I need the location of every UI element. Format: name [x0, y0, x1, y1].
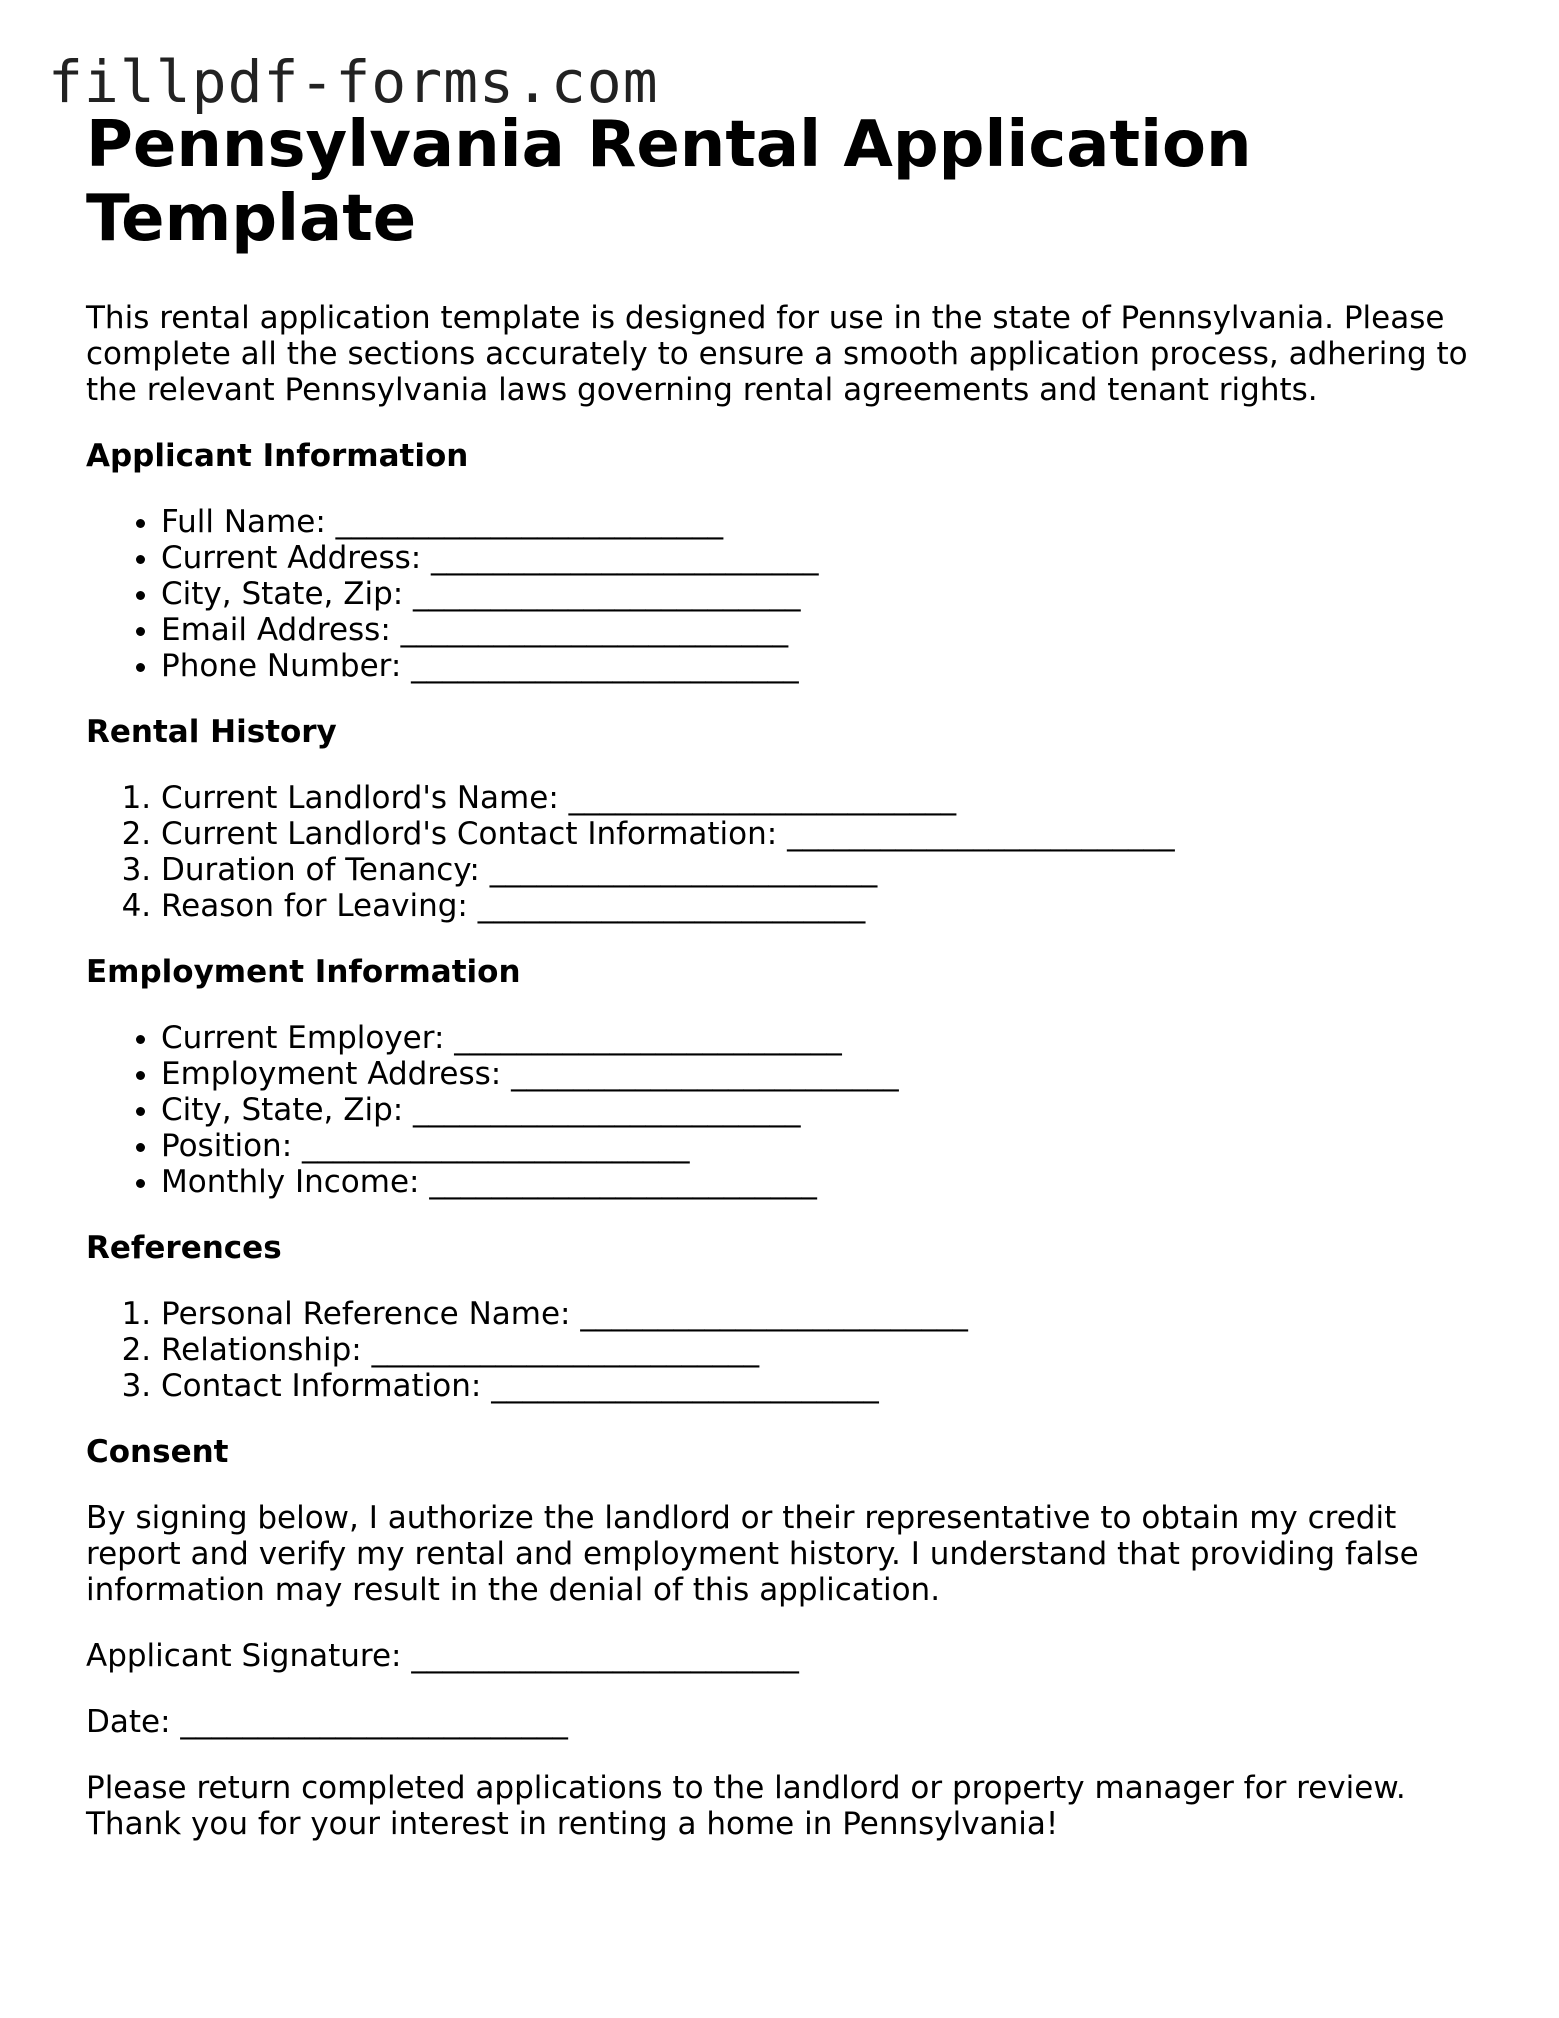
landlord-contact-field: 2. Current Landlord's Contact Information: _________________________ — [161, 816, 1486, 852]
city-state-zip-field: • City, State, Zip: _________________________ — [161, 576, 1486, 612]
email-address-field: • Email Address: _________________________ — [161, 612, 1486, 648]
reason-for-leaving-field: 4. Reason for Leaving: _________________________ — [161, 888, 1486, 924]
applicant-heading: Applicant Information — [86, 438, 469, 474]
employment-list — [86, 1020, 1486, 1200]
position-field: • Position: _________________________ — [161, 1128, 1486, 1164]
rental-history-heading: Rental History — [86, 714, 337, 750]
tenancy-duration-field: 3. Duration of Tenancy: _________________________ — [161, 852, 1486, 888]
signature-field: Applicant Signature: _________________________ — [86, 1638, 799, 1674]
document — [86, 108, 1486, 1872]
reference-name-field: 1. Personal Reference Name: _________________________ — [161, 1296, 1486, 1332]
rental-history-list — [86, 780, 1486, 924]
employment-city-state-zip-field: • City, State, Zip: _________________________ — [161, 1092, 1486, 1128]
reference-contact-field: 3. Contact Information: _________________________ — [161, 1368, 1486, 1404]
references-heading: References — [86, 1230, 282, 1266]
page-title: Pennsylvania Rental Application Template — [86, 108, 1252, 256]
watermark: fillpdf-forms.com — [48, 48, 659, 116]
employment-heading: Employment Information — [86, 954, 521, 990]
current-employer-field: • Current Employer: _________________________ — [161, 1020, 1486, 1056]
consent-text: By signing below, I authorize the landlord or their representative to obtain my credit report and verify my rental and employment history. I understand that providing false information may result in the denial of this application. — [86, 1500, 1419, 1608]
monthly-income-field: • Monthly Income: _________________________ — [161, 1164, 1486, 1200]
current-address-field: • Current Address: _________________________ — [161, 540, 1486, 576]
applicant-list — [86, 504, 1486, 684]
full-name-field: • Full Name: _________________________ — [161, 504, 1486, 540]
employment-address-field: • Employment Address: _________________________ — [161, 1056, 1486, 1092]
consent-heading: Consent — [86, 1434, 229, 1470]
phone-number-field: • Phone Number: _________________________ — [161, 648, 1486, 684]
closing-text: Please return completed applications to the landlord or property manager for review. Thank you for your interest in renting a home in Pennsylvania! — [86, 1770, 1406, 1842]
intro-text: This rental application template is designed for use in the state of Pennsylvania. Please complete all the sections accurately to ensure a smooth application process, adhering to the relevant Pennsylvania laws governing rental agreements and tenant rights. — [86, 300, 1468, 408]
relationship-field: 2. Relationship: _________________________ — [161, 1332, 1486, 1368]
landlord-name-field: 1. Current Landlord's Name: _________________________ — [161, 780, 1486, 816]
references-list — [86, 1296, 1486, 1404]
date-field: Date: _________________________ — [86, 1704, 568, 1740]
